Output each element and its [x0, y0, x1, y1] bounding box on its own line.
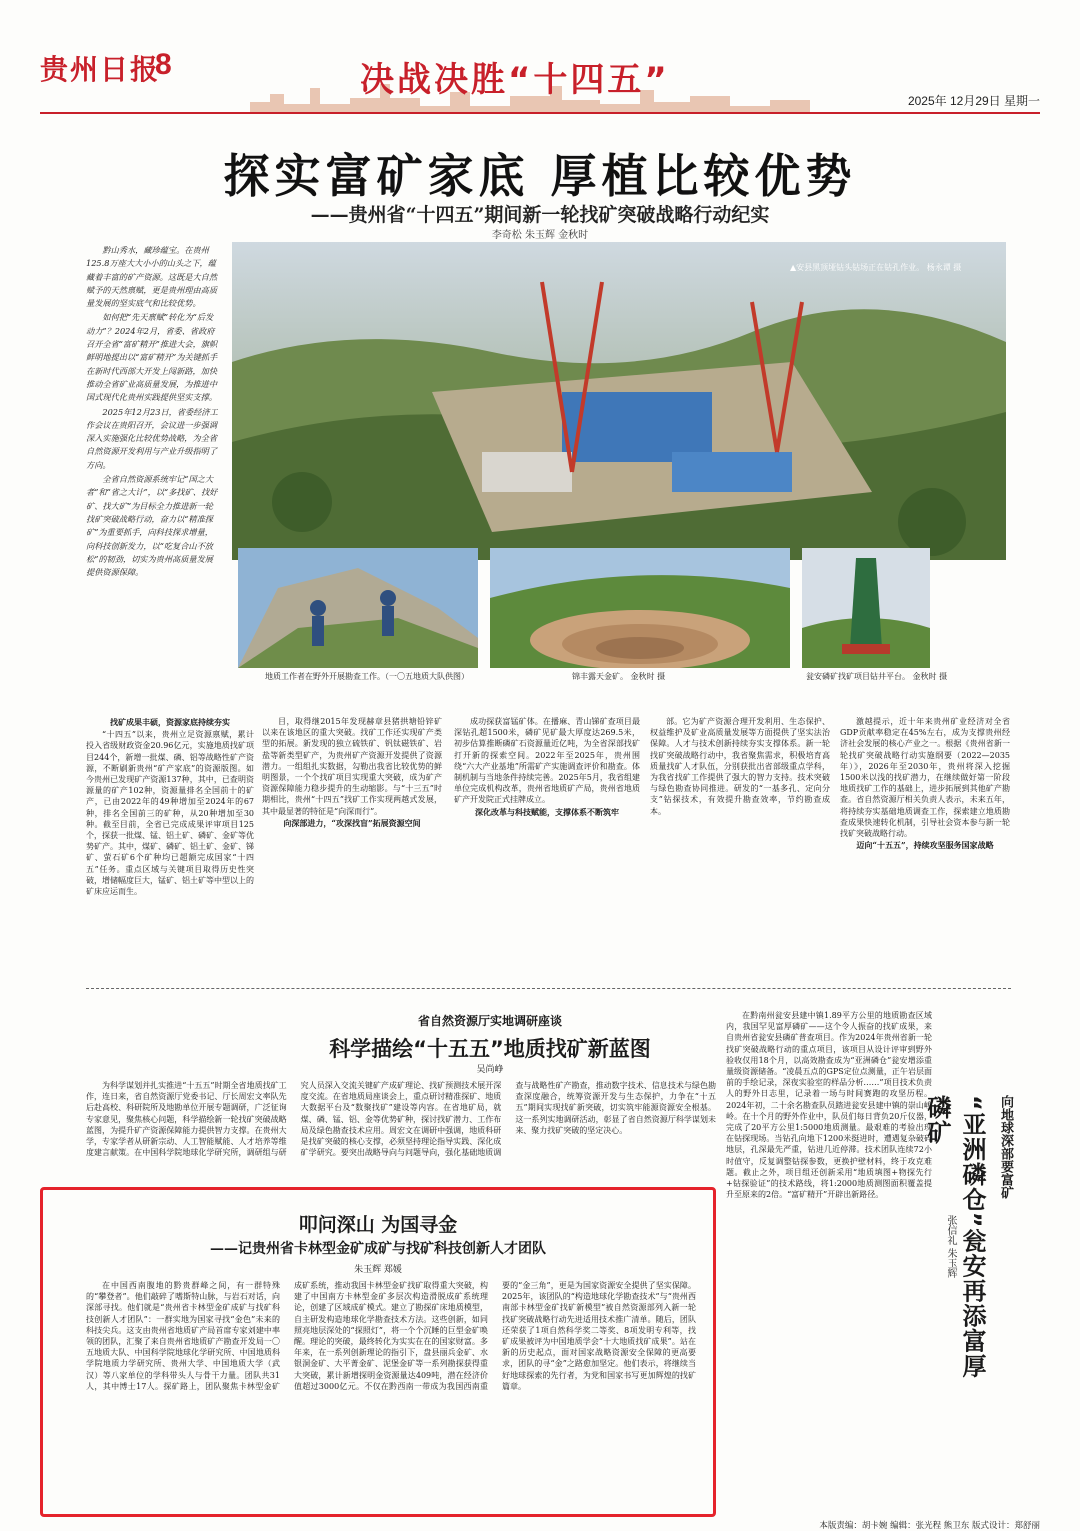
- third-story-headline: 叩问深山 为国寻金: [298, 1214, 458, 1236]
- column-subheading: 向深部进力，“攻深找盲”拓展资源空间: [283, 817, 421, 828]
- body-column-2: [262, 716, 442, 982]
- phosphate-drill-platform-photo: [802, 548, 930, 668]
- page-credits: 本版责编：胡卡婉 编辑：张光程 熊卫东 版式设计：郑舒丽: [819, 1521, 1040, 1531]
- body-column-1: [86, 716, 254, 982]
- open-pit-mine-photo: [490, 548, 790, 668]
- section-divider: [86, 988, 1011, 989]
- masthead: [40, 40, 1040, 112]
- right-photo-caption: 瓮安磷矿找矿项目钻井平台。 金秋时 摄: [806, 672, 948, 681]
- issue-date: 2025年 12月29日 星期一: [907, 94, 1040, 108]
- top-photo-caption: ▲安县黑顶垭钻头钻场正在钻孔作业。 杨永谭 摄: [790, 263, 962, 272]
- vertical-story-text: 在黔南州瓮安县建中镇1.89平方公里的地质勘查区域内，我国罕见富厚磷矿——这个令人振奋的找矿成果，来自贵州省瓮安县磷矿普查项目。作为2024年贵州省新一轮找矿突破战略行动的重点项目，该项目从设计评审到野外验收仅用18个月，以高效勘查成为“亚洲磷仓”瓮安增添重量级资源储备。“凌晨五点的GPS定位点测量，正午岩层面前的手绘记录，深夜实验室的样品分析……”项目技术负责人的野外日志里，记录着一场与时间赛跑的攻坚历程。2024年初，二十余名勘查队员踏进瓮安县建中镇的崇山峻岭。在十个月的野外作业中，队员们每日背负20斤仪器，完成了20平方公里1:5000地质测量。最艰难的考验出现在钻探现场。当钻孔向地下1200米挺进时，遭遇复杂破碎地层，孔深最先严重，钻进几近停滞。技术团队连续72小时值守，反复调整钻探参数，更换护壁材料，终于攻克难题。截止之外，项目组还创新采用“地质填图+物探先行+钻探验证”的技术路线，将1:2000地质测图面积覆盖提升至原来的2倍。“富矿精开”开辟出新路径。: [726, 1011, 932, 1200]
- column-subheading: 找矿成果丰硕，资源家底持续夯实: [110, 717, 230, 727]
- main-headline: 探实富矿家底 厚植比较优势: [223, 149, 857, 203]
- body-column-3: [454, 716, 640, 982]
- left-photo-caption: 地质工作者在野外开展勘查工作。（一〇五地质大队供图）: [265, 672, 469, 681]
- section-title: 决战决胜“十四五”: [360, 60, 670, 100]
- header-rule: [40, 112, 1040, 114]
- third-story-text: 在中国西南腹地的黔贵群峰之间，有一群特殊的“攀登者”。他们敲碎了嗜斯特山脉，与岩石对话，向深部寻找。他们就是“贵州省卡林型金矿成矿与找矿科技创新人才团队”：一群实地为国家寻找“金色”未来的科技尖兵。这支由贵州省地质矿产局首席专家刘建中率领的团队，汇聚了来自贵州省地质矿产勘查开发局一〇五地质大队、中国科学院地球化学研究所、中国地质科学院地质力学研究所、贵州大学、中国地质大学（武汉）等八家单位的学科带头人与骨干力量。团队共31人，其中博士17人。探矿路上，团队聚焦卡林型金矿成矿系统，推动我国卡林型金矿找矿取得重大突破，构建了中国南方卡林型金矿多层次构造滑脱成矿系统理论，创建了区域成矿模式。建立了勘探矿床地质模型，自主研发构造地球化学勘查技术方法。这些创新，如同照亮地层深处的“探照灯”，将一个个沉睡的巨型金矿唤醒。理论的突破，最终转化为实实在在的国家财富。多年来，在一系列创新理论的指引下，盘县丽兵金矿、水银洞金矿、大平菁金矿、泥堡金矿等一系列勘探获得重大突破，累计新增探明金资源量达409吨，潜在经济价值超过3000亿元。不仅在黔西南一带成为我国西南重要的“金三角”，更是为国家资源安全提供了坚实保障。2025年，该团队的“构造地球化学勘查技术”与“贵州西南部卡林型金矿找矿新模型”被自然资源部列入新一轮找矿突破战略行动先进适用技术推广清单。随后，团队还荣获了1项自然科学奖二等奖、8项发明专利等，找矿成果被评为中国地质学会“十大地质找矿成果”。站在新的历史起点，面对国家战略资源安全保障的更高要求，团队的寻“金”之路愈加坚定。他们表示，将继续当好地球探索的先行者，为党和国家书写更加辉煌的找矿篇章。: [86, 1281, 696, 1391]
- column-text: 成功探获富锰矿体。在播麻、青山锑矿查项目最深钻孔超1500米，磷矿见矿最大厚度达269.5米，初步估算推断磷矿石资源量近亿吨，为全省深部找矿打开新的探索空间。2022年至2025年，贵州围绕“六大产业基地”所需矿产实施调查评价和勘查。体制机制与当地条件持续完善。2025年5月，我省组建单位完成机构改革，贵州省地质矿产局，贵州省地质矿产开发院正式挂牌成立。: [454, 717, 640, 805]
- column-text: 部。它为矿产资源合理开发利用、生态保护、权益维护及矿业高质量发展等方面提供了坚实法治保障。人才与技术创新持续夯实支撑体系。新一轮找矿突破战略行动中，我省聚焦需求，积极培育高质量找矿人才队伍，分别获批出省部级重点学科，为我省找矿工作提供了强大的智力支持。技术突破与绿色勘查协同推进。研发的“一基多孔、定向分支”钻探技术，有效提升勘查效率，节约勘查成本。: [650, 717, 830, 816]
- second-story-body: [86, 1080, 716, 1180]
- column-text: 目，取得继2015年发现赫章县猪拱塘铅锌矿以来在该地区的重大突破。找矿工作还实现矿产类型的拓展。新发现的独立硫铁矿、钒钛磁铁矿、岩盐等新类型矿产，为贵州矿产资源开发提供了资源潜力。一组组扎实数据，勾勒出我省比较优势的鲜明图景，一个个找矿项目实现重大突破，成为矿产资源保障能力稳步提升的生动缩影。与“十三五”时期相比，贵州“十四五”找矿工作实现两越式发展，其中最显著的特征是“向深而行”。: [262, 717, 442, 816]
- second-story-text: 为科学谋划并扎实推进“十五五”时期全省地质找矿工作，连日来，省自然资源厅党委书记、厅长周宏文率队先后赴高校、科研院所及地勘单位开展专题调研，广泛征询专家意见，聚焦核心问题，科学描绘新一轮找矿突破战略蓝图，为提升矿产资源保障能力提供智力支撑。在贵州大学，专家学者从研新宗动、人工智能赋能、人才培养等维度建言献策。在中国科学院地球化学研究所，调研组与研究人员深入交流关键矿产成矿理论、找矿预测技术展开深度交流。在省地质局座谈会上，重点研讨精准探矿、地质大数据平台及“数聚找矿”建设等内容。在省地矿局，就煤、磷、锰、铝、金等优势矿种，探讨找矿潜力、工作布局及绿色勘查技术应用。周宏文在调研中强调，地质科研是找矿突破的核心支撑，必须坚持理论指导实践、深化成矿学研究。要突出战略导向与问题导向，强化基础地质调查与战略性矿产勘查，推动数字技术、信息技术与绿色勘查深度融合，统筹资源开发与生态保护，力争在“十五五”期间实现找矿新突破，切实筑牢能源资源安全根基。这一系列实地调研活动，彰显了省自然资源厅科学谋划未来、聚力找矿突破的坚定决心。: [86, 1081, 716, 1158]
- third-story-byline: 朱玉辉 郑媛: [354, 1265, 402, 1275]
- drilling-site-photo: [232, 242, 1006, 560]
- middle-photo-caption: 锦丰露天金矿。 金秋时 摄: [572, 672, 666, 681]
- vertical-story-kicker: 向地球深部要富矿: [998, 1095, 1013, 1199]
- third-story-body: [86, 1280, 696, 1505]
- column-subheading: 迈向“十五五”，持续攻坚服务国家战略: [856, 840, 994, 851]
- body-column-4: [650, 716, 830, 982]
- newspaper-logo: 贵州日报: [40, 53, 161, 86]
- second-story-kicker: 省自然资源厅实地调研座谈: [417, 1014, 562, 1028]
- lead-paragraph: 2025年12月23日，省委经济工作会议在贵阳召开，会议进一步强调深入实施强化比较优势战略，为全省自然资源开发利用与产业升级指明了方向。: [86, 406, 218, 470]
- lead-column: [86, 244, 218, 634]
- main-byline: 李奇松 朱玉辉 金秋时: [491, 230, 589, 241]
- main-subheadline: ——贵州省“十四五”期间新一轮找矿突破战略行动纪实: [310, 204, 770, 226]
- vertical-story-body: [726, 1010, 932, 1515]
- column-text: 激越提示，近十年来贵州矿业经济对全省GDP贡献率稳定在45%左右，成为支撑贵州经济社会发展的核心产业之一。根据《贵州省新一轮找矿突破战略行动实施纲要（2022—2035年）》，2026年至2030年，贵州将深入挖掘1500米以浅的找矿潜力，在继续做好第一阶段地质找矿工作的基础上，进步拓展到其他矿产勘查。省自然资源厅相关负责人表示，未来五年，将持续夯实基础地质调查工作，探索建立地质勘查成果快速转化机制，引导社会资本参与新一轮找矿突破战略行动。: [840, 717, 1010, 839]
- lead-paragraph: 如何把“先天禀赋”转化为“后发动力”？2024年2月，省委、省政府召开全省“富矿精开”推进大会，旗帜鲜明地提出以“富矿精开”为关键抓手在新时代西部大开发上闯新路，加快推动全省矿业高质量发展，为推进中国式现代化贵州实践提供坚实支撑。: [86, 312, 218, 403]
- field-workers-photo: [238, 548, 478, 668]
- second-story-headline: 科学描绘“十五五”地质找矿新蓝图: [329, 1037, 651, 1061]
- second-story-byline: 吴尚峥: [476, 1065, 504, 1075]
- column-text: “十四五”以来，贵州立足资源禀赋，累计投入省级财政资金20.96亿元，实施地质找矿项目244个，新增一批煤、磷、铝等战略性矿产资源，不断刷新贵州“矿产家底”的资源版图。如今贵州已发现矿产资源137种，其中，已查明资源量的矿产102种，资源量排名全国前十的矿产，已由2022年的49种增加至2024年的67种，排名全国前三的矿种，从20种增加至30种。截至目前，全省已完成成果评审项目125个，探获一批煤、锰、铝土矿、磷矿、金矿等优势矿产。其中，煤矿、磷矿、铝土矿、金矿、锑矿、萤石矿6个矿种均已超额完成国家“十四五”任务。重点区域与关键项目取得历史性突破，增储幅度巨大，锰矿、铝土矿等中型以上的矿床应运而生。: [86, 730, 254, 897]
- third-story-subheadline: ——记贵州省卡林型金矿成矿与找矿科技创新人才团队: [210, 1241, 546, 1257]
- page-number: 8: [155, 48, 172, 81]
- vertical-story-headline: “亚洲磷仓”瓮安再添富厚磷矿: [923, 1095, 986, 1379]
- vertical-story-author: 张信礼 朱玉辉: [945, 1215, 956, 1279]
- lead-paragraph: 黔山秀水，藏珍蕴宝。在贵州125.8万座大大小小的山头之下，蕴藏着丰富的矿产资源。这既是大自然赋予的天然禀赋，更是贵州理由高质量发展的坚实底气和比较优势。: [86, 245, 218, 309]
- column-subheading: 深化改革与科技赋能，支撑体系不断筑牢: [475, 806, 619, 817]
- lead-paragraph: 全省自然资源系统牢记“国之大者”和“省之大计”，以“多找矿、找好矿、找大矿”为目标全力推进新一轮找矿突破战略行动，奋力以“精准探矿”为重要抓手，向科技探求增量，向科技创新发力，以“吃复合山不放松”的韧劲，切实为贵州高质量发展提供资源保障。: [86, 474, 218, 578]
- body-column-5: [840, 716, 1010, 982]
